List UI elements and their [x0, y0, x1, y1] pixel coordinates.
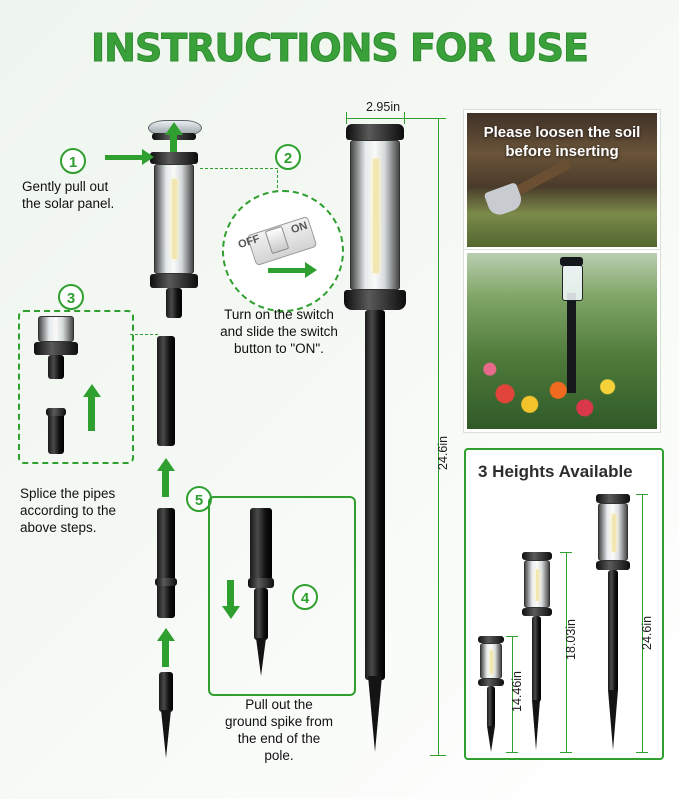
pull-up-arrow-stem-icon [170, 135, 177, 153]
main-width-tick-right [404, 112, 405, 124]
main-lamp-bottom-cap [344, 290, 406, 310]
step-4-line-2: ground spike from [224, 714, 334, 729]
main-height-tick-bottom [430, 755, 446, 756]
step-1-line-2: the solar panel. [22, 196, 115, 211]
height-lamp-small-cap [478, 636, 504, 643]
step-3-caption [20, 485, 150, 536]
pipe-stack-arrow-1-stem-icon [162, 471, 169, 497]
main-height-tick-top [430, 118, 446, 119]
step-4-spike-tip [256, 638, 266, 676]
garden-lamp-pole [567, 293, 576, 393]
height-small-label: 14.46in [510, 670, 524, 712]
photo-soil-caption-line-1: Please loosen the soil [483, 124, 641, 141]
height-lamp-tall-collar [596, 561, 630, 570]
pipe-segment-middle [157, 508, 175, 618]
main-lamp-pole [365, 310, 385, 680]
pipe-stack-arrow-1-head-icon [157, 458, 175, 471]
step-3-leader-line [130, 334, 158, 335]
step-3-detail-box [18, 310, 134, 464]
height-tall-tick-top [636, 494, 648, 495]
step-4-spike-shaft [254, 588, 268, 640]
step-3-lower-pipe [48, 412, 64, 454]
ground-spike-tip [161, 710, 171, 758]
step-3-lamp-collar [34, 342, 78, 355]
height-lamp-small-spike [487, 726, 495, 752]
step-4-line-1: Pull out the [245, 697, 313, 712]
main-height-label: 24.6in [436, 435, 450, 470]
switch-off-label: OFF [236, 232, 262, 252]
height-lamp-medium-filament [536, 569, 539, 601]
step-3-line-2: according to the [20, 503, 117, 518]
ground-spike-shaft [159, 672, 173, 712]
height-small-tick-bottom [506, 752, 518, 753]
pipe-segment-middle-joint [155, 578, 177, 586]
pipe-segment-upper [157, 336, 175, 446]
step-3-join-arrow-stem-icon [88, 397, 95, 431]
main-lamp-filament [373, 159, 379, 273]
main-width-label: 2.95in [366, 100, 401, 114]
height-medium-tick-bottom [560, 752, 572, 753]
height-lamp-small-collar [478, 679, 504, 686]
switch-slide-arrow-stem-icon [268, 268, 306, 273]
height-lamp-tall-cap [596, 494, 630, 503]
height-lamp-small-glass [480, 643, 502, 679]
height-small-tick-top [506, 636, 518, 637]
step-2-caption [206, 306, 352, 357]
main-lamp-spike [368, 676, 382, 752]
step-3-join-arrow-head-icon [83, 384, 101, 397]
step-1-badge: 1 [60, 148, 86, 174]
height-lamp-tall-spike [608, 690, 618, 750]
height-lamp-medium-collar [522, 608, 552, 616]
photo-soil-caption [467, 123, 657, 161]
lamp-top-cap [150, 152, 198, 164]
step-4-badge: 4 [292, 584, 318, 610]
pull-up-arrow-head-icon [165, 122, 183, 135]
height-lamp-small-pole [487, 686, 495, 728]
lamp-glass-tube [154, 164, 194, 274]
step-3-pipe-joint [46, 408, 66, 416]
step-3-badge: 3 [58, 284, 84, 310]
pipe-stack-arrow-2-stem-icon [162, 641, 169, 667]
height-tall-label: 24.6in [640, 615, 654, 650]
page-title: INSTRUCTIONS FOR USE [91, 26, 588, 70]
step-4-pole-body [250, 508, 272, 580]
step-2-badge: 2 [275, 144, 301, 170]
height-lamp-small-filament [490, 650, 493, 674]
garden-lamp-glass [562, 265, 583, 301]
led-filament [172, 179, 177, 259]
main-lamp-top-cap [346, 124, 404, 140]
step-4-line-4: pole. [264, 748, 294, 763]
pipe-stack-arrow-2-head-icon [157, 628, 175, 641]
height-lamp-medium-cap [522, 552, 552, 560]
photo-loosen-soil [464, 110, 660, 250]
step-2-line-2: and slide the switch [220, 324, 338, 339]
step-4-arrow-head-icon [222, 606, 240, 619]
step-1-pointer-stem-icon [105, 155, 143, 160]
height-lamp-tall-glass [598, 503, 628, 561]
step-4-arrow-stem-icon [227, 580, 234, 606]
main-width-dim-line [346, 118, 438, 119]
step-3-line-1: Splice the pipes [20, 486, 116, 501]
height-lamp-medium-spike [532, 700, 540, 750]
lamp-upper-pole [166, 288, 182, 318]
height-tall-tick-bottom [636, 752, 648, 753]
height-lamp-medium-glass [524, 560, 550, 608]
photo-garden-installed [464, 250, 660, 432]
photo-soil-caption-line-2: before inserting [505, 143, 619, 160]
step-2-leader-line [200, 168, 278, 169]
step-5-badge: 5 [186, 486, 212, 512]
heights-panel-title: 3 Heights Available [478, 462, 633, 481]
height-medium-tick-top [560, 552, 572, 553]
lamp-bottom-cap [150, 274, 198, 288]
switch-slide-arrow-head-icon [305, 262, 317, 278]
step-2-line-1: Turn on the switch [224, 307, 334, 322]
height-medium-label: 18.03in [564, 618, 578, 660]
height-lamp-tall-pole [608, 570, 618, 692]
step-4-line-3: the end of the [237, 731, 321, 746]
step-4-pole-joint [248, 578, 274, 588]
height-lamp-medium-pole [532, 616, 541, 702]
step-1-caption [22, 178, 152, 212]
step-1-pointer-head-icon [142, 149, 154, 165]
step-3-line-3: above steps. [20, 520, 97, 535]
main-lamp-glass [350, 140, 400, 290]
height-lamp-tall-filament [612, 514, 616, 552]
step-2-line-3: button to "ON". [234, 341, 324, 356]
step-4-caption [198, 696, 360, 764]
step-1-line-1: Gently pull out [22, 179, 109, 194]
switch-on-label: ON [289, 219, 309, 237]
step-3-glass-bottom [38, 316, 74, 342]
main-width-tick-left [346, 112, 347, 124]
step-3-upper-pipe [48, 355, 64, 379]
garden-lamp-cap [560, 257, 583, 266]
